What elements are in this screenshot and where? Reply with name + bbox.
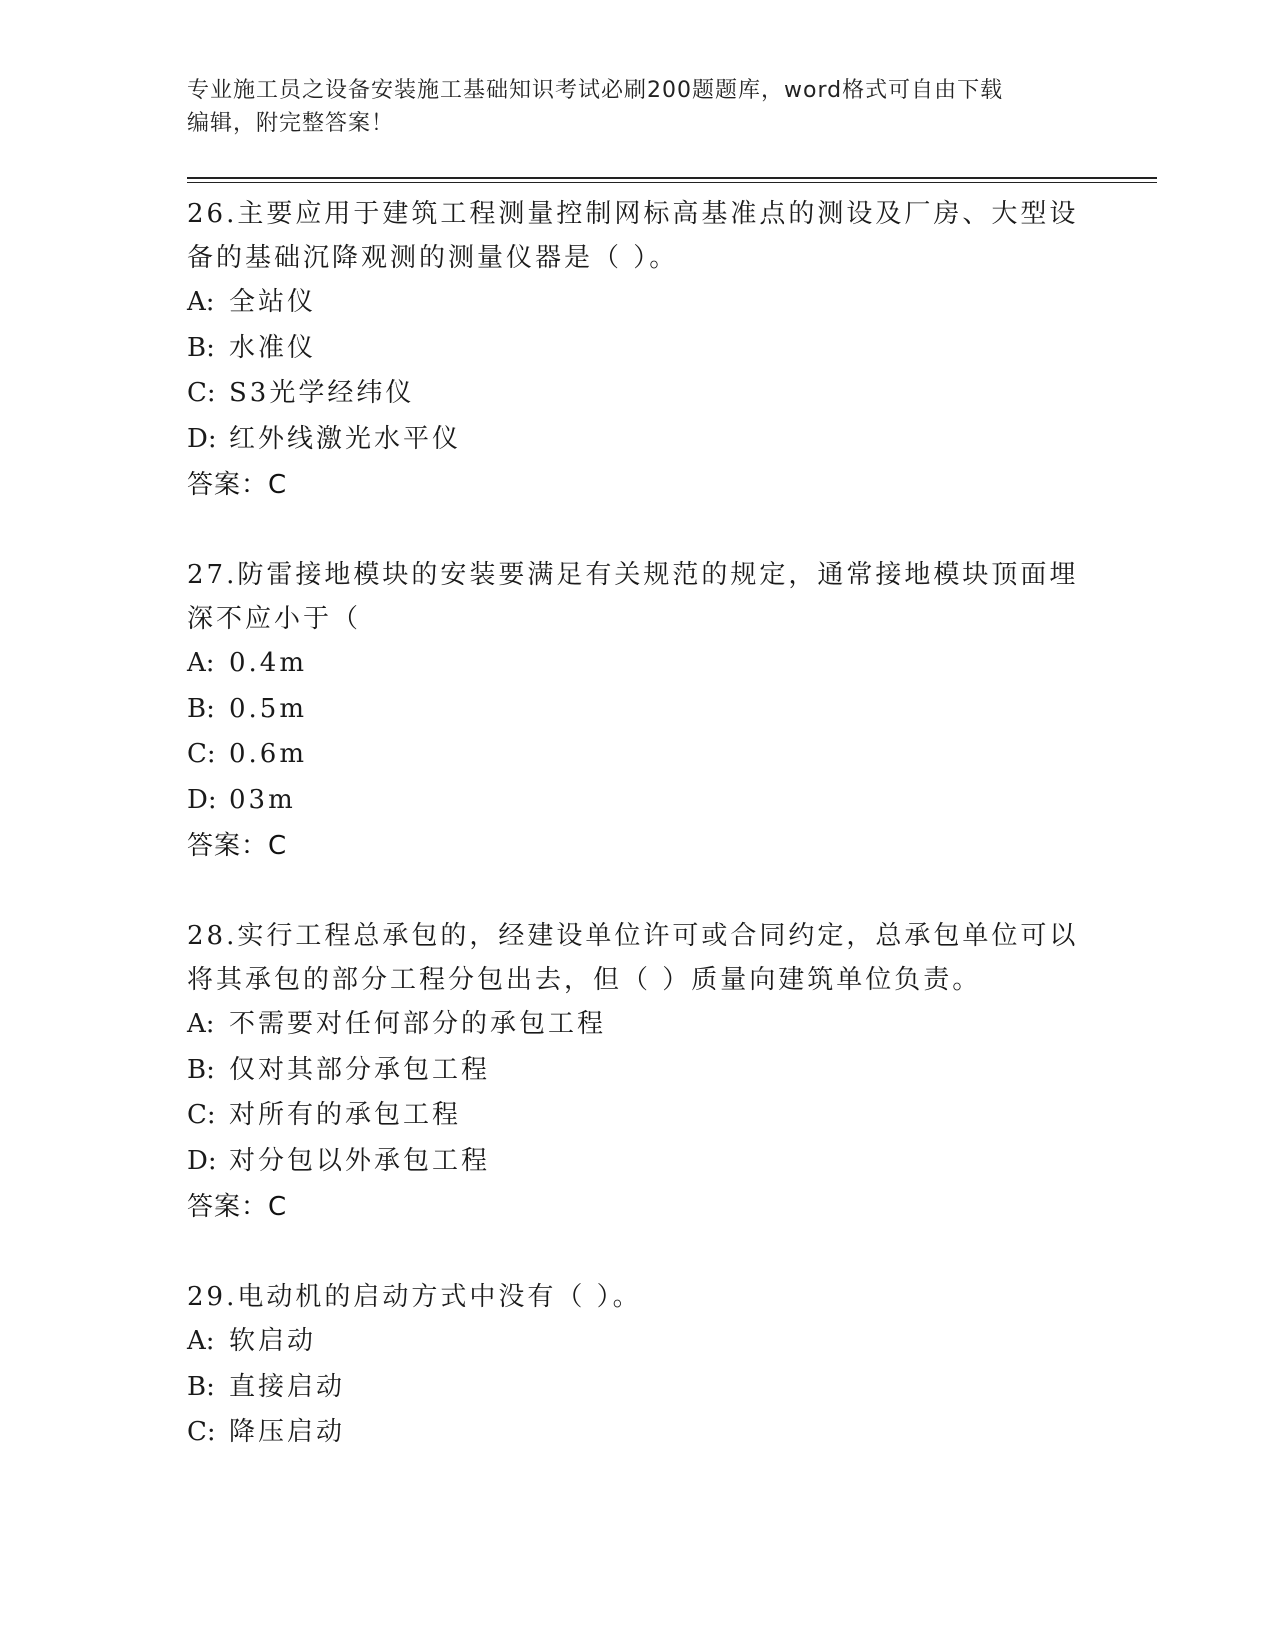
option-d bbox=[187, 1139, 1087, 1185]
option-letter: A: bbox=[187, 648, 215, 678]
option-text: 仅对其部分承包工程 bbox=[229, 1054, 491, 1085]
option-letter: A: bbox=[187, 287, 215, 317]
option-letter: A: bbox=[187, 1009, 215, 1039]
option-text: 0.4m bbox=[229, 648, 308, 678]
option-text: 03m bbox=[229, 784, 296, 815]
header-divider-thin bbox=[187, 182, 1157, 183]
question-stem-line: 28.实行工程总承包的，经建设单位许可或合同约定，总承包单位可以 bbox=[187, 921, 1079, 951]
option-letter: C: bbox=[187, 739, 216, 769]
option-letter: C: bbox=[187, 378, 216, 408]
answer-line: 答案：C bbox=[187, 831, 288, 861]
option-text: 红外线激光水平仪 bbox=[229, 423, 462, 454]
question-28 bbox=[187, 914, 1087, 1230]
question-stem-line: 备的基础沉降观测的测量仪器是（ ）。 bbox=[187, 243, 679, 273]
question-29 bbox=[187, 1275, 1087, 1456]
option-a bbox=[187, 1002, 1087, 1048]
answer-line: 答案：C bbox=[187, 1192, 288, 1222]
option-a bbox=[187, 641, 1087, 687]
option-c bbox=[187, 371, 1087, 417]
question-list bbox=[187, 192, 1087, 1501]
option-letter: A: bbox=[187, 1326, 215, 1356]
option-text: 水准仪 bbox=[229, 332, 317, 363]
option-letter: D: bbox=[187, 1145, 217, 1176]
option-d bbox=[187, 417, 1087, 463]
option-text: S3光学经纬仪 bbox=[229, 378, 415, 408]
option-b bbox=[187, 326, 1087, 372]
option-letter: B: bbox=[187, 1054, 215, 1085]
option-letter: B: bbox=[187, 693, 215, 724]
option-b bbox=[187, 1365, 1087, 1411]
header-divider-thick bbox=[187, 177, 1157, 179]
option-letter: D: bbox=[187, 423, 217, 454]
answer-line: 答案：C bbox=[187, 470, 288, 500]
option-letter: B: bbox=[187, 1371, 215, 1402]
option-b bbox=[187, 1048, 1087, 1094]
option-text: 对所有的承包工程 bbox=[229, 1100, 462, 1130]
question-stem-line: 深不应小于（ bbox=[187, 604, 362, 634]
question-27 bbox=[187, 553, 1087, 869]
option-text: 对分包以外承包工程 bbox=[229, 1145, 491, 1176]
option-letter: C: bbox=[187, 1417, 216, 1447]
question-stem-line: 27.防雷接地模块的安装要满足有关规范的规定，通常接地模块顶面埋 bbox=[187, 560, 1079, 590]
option-text: 0.5m bbox=[229, 693, 308, 724]
option-text: 全站仪 bbox=[229, 287, 317, 317]
option-text: 不需要对任何部分的承包工程 bbox=[229, 1009, 607, 1039]
question-stem-line: 29.电动机的启动方式中没有（ ）。 bbox=[187, 1282, 642, 1312]
option-text: 降压启动 bbox=[229, 1417, 346, 1447]
option-letter: B: bbox=[187, 332, 215, 363]
option-c bbox=[187, 1410, 1087, 1456]
option-text: 软启动 bbox=[229, 1326, 317, 1356]
header-line-1: 专业施工员之设备安装施工基础知识考试必刷200题题库，word格式可自由下载 bbox=[187, 78, 1004, 103]
option-a bbox=[187, 1319, 1087, 1365]
option-c bbox=[187, 1093, 1087, 1139]
question-26 bbox=[187, 192, 1087, 508]
option-b bbox=[187, 687, 1087, 733]
header-line-2: 编辑，附完整答案！ bbox=[187, 111, 395, 136]
option-c bbox=[187, 732, 1087, 778]
option-letter: C: bbox=[187, 1100, 216, 1130]
option-a bbox=[187, 280, 1087, 326]
question-stem-line: 将其承包的部分工程分包出去，但（ ）质量向建筑单位负责。 bbox=[187, 965, 982, 995]
document-header bbox=[187, 74, 1067, 140]
option-text: 直接启动 bbox=[229, 1371, 346, 1402]
option-text: 0.6m bbox=[229, 739, 308, 769]
option-d bbox=[187, 778, 1087, 824]
option-letter: D: bbox=[187, 784, 217, 815]
question-stem-line: 26.主要应用于建筑工程测量控制网标高基准点的测设及厂房、大型设 bbox=[187, 199, 1079, 229]
